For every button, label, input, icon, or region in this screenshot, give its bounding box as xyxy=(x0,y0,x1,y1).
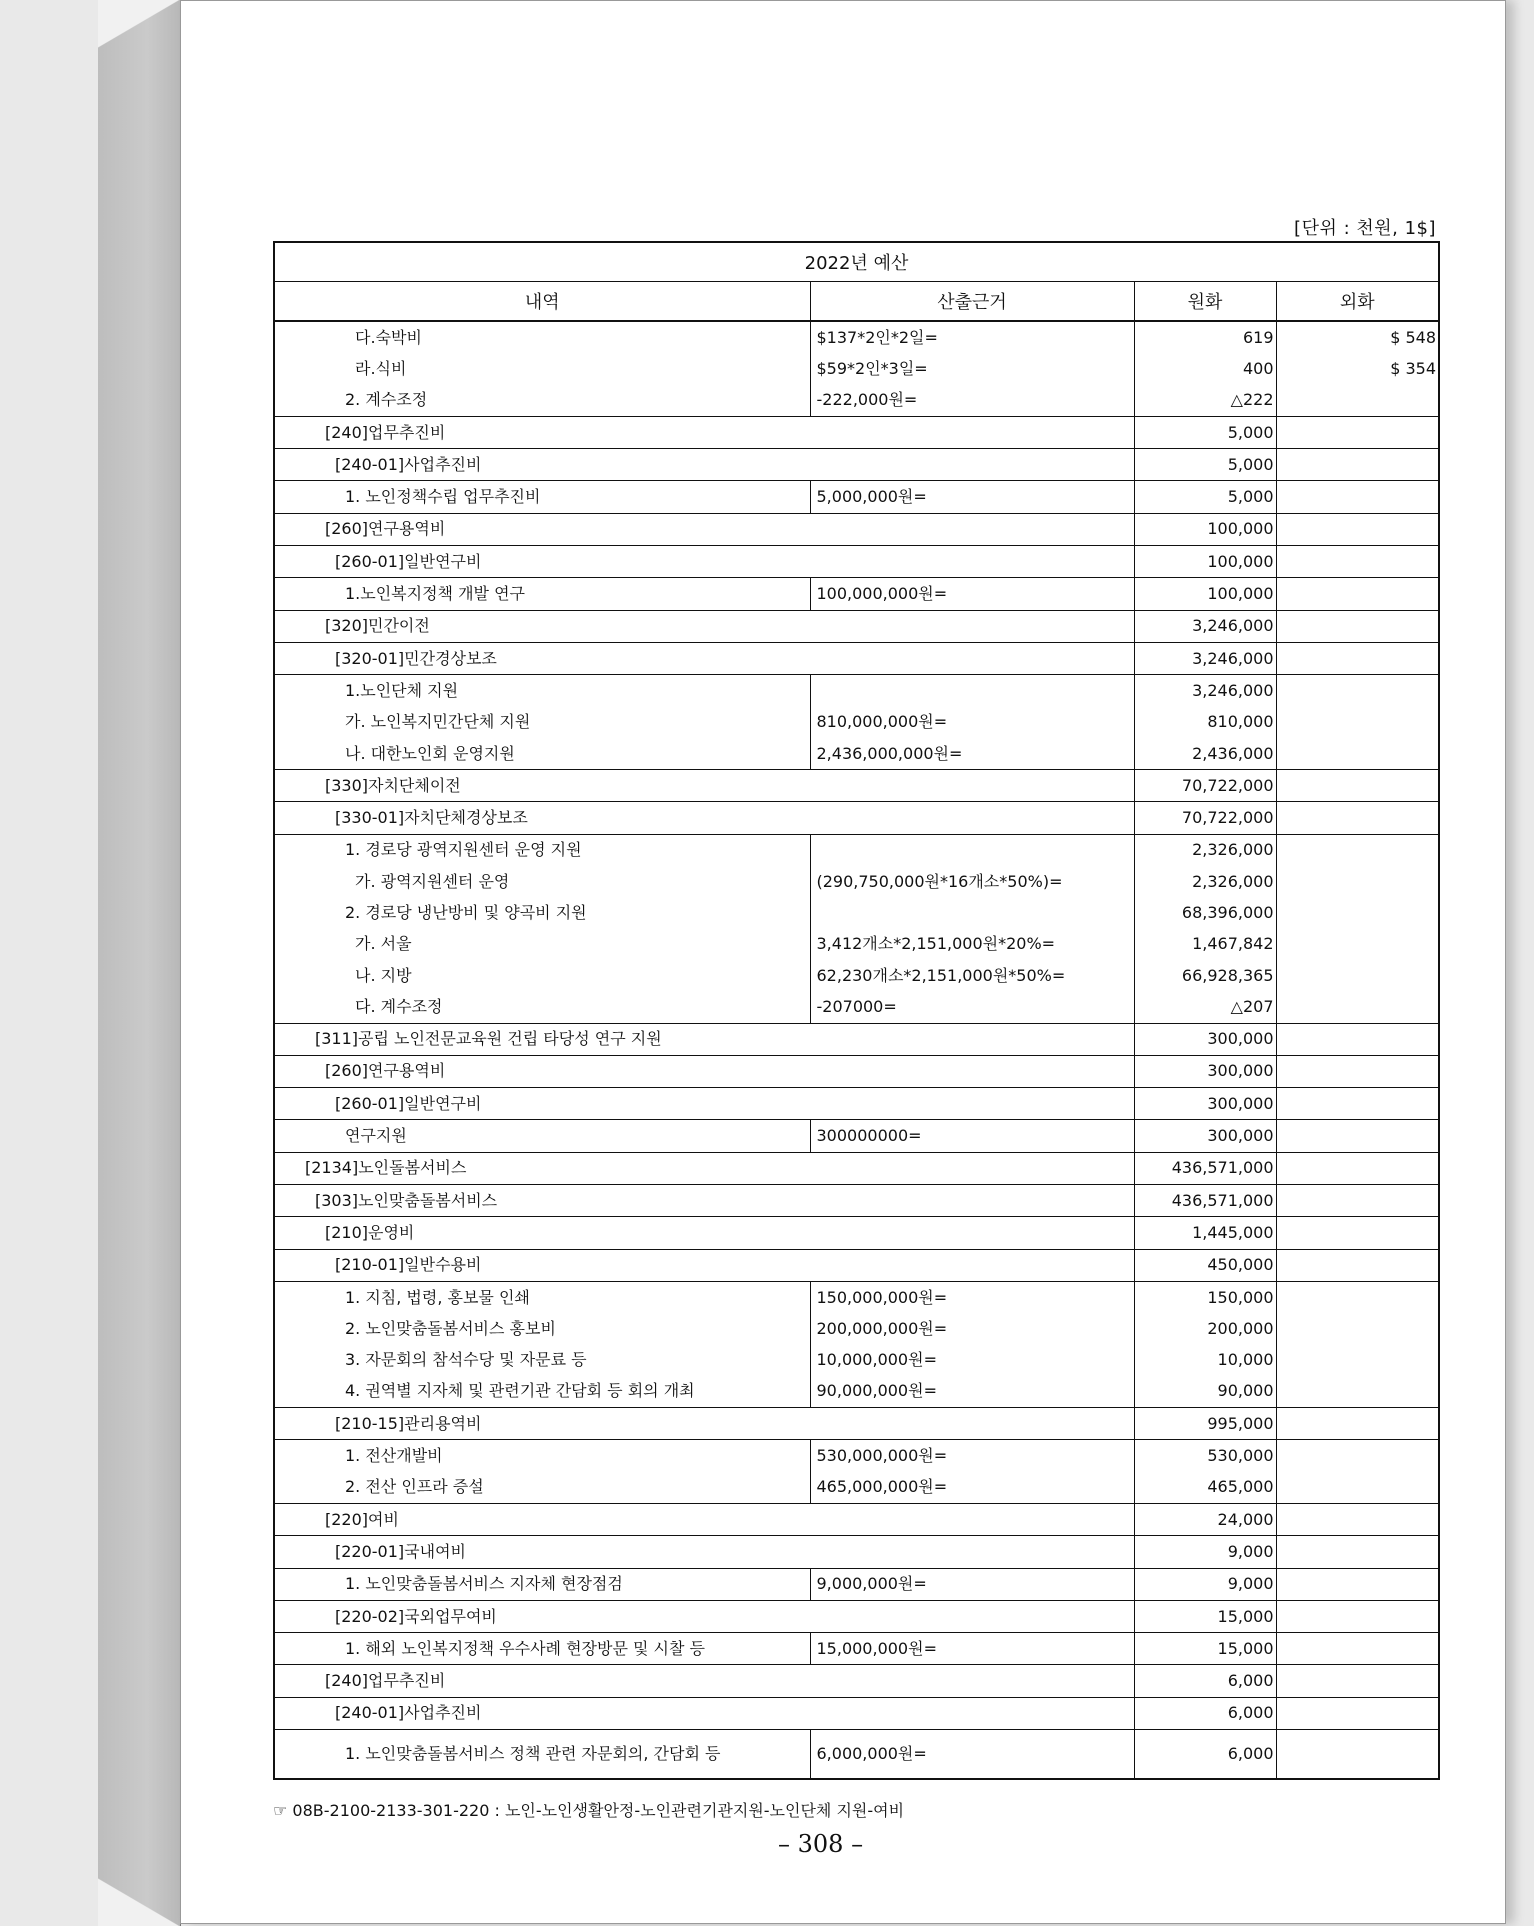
cell-fx xyxy=(1276,1633,1439,1665)
cell-fx xyxy=(1276,675,1439,707)
table-row xyxy=(274,513,1439,545)
cell-fx xyxy=(1276,1568,1439,1600)
cell-krw: 6,000 xyxy=(1134,1730,1276,1780)
cell-krw: 2,326,000 xyxy=(1134,866,1276,897)
cell-fx xyxy=(1276,960,1439,991)
cell-fx xyxy=(1276,1313,1439,1344)
cell-basis: -222,000원= xyxy=(810,385,1134,417)
cell-krw: 90,000 xyxy=(1134,1376,1276,1408)
cell-krw: 3,246,000 xyxy=(1134,642,1276,674)
cell-item: [210-15]관리용역비 xyxy=(274,1408,1134,1440)
table-row xyxy=(274,1503,1439,1535)
cell-fx xyxy=(1276,1152,1439,1184)
cell-item: 가. 광역지원센터 운영 xyxy=(274,866,810,897)
cell-basis: 6,000,000원= xyxy=(810,1730,1134,1780)
cell-basis: $137*2인*2일= xyxy=(810,321,1134,353)
cell-krw: 300,000 xyxy=(1134,1120,1276,1152)
cell-basis: $59*2인*3일= xyxy=(810,353,1134,384)
cell-basis: 5,000,000원= xyxy=(810,481,1134,513)
cell-krw: 15,000 xyxy=(1134,1633,1276,1665)
cell-krw: 400 xyxy=(1134,353,1276,384)
cell-basis: 465,000,000원= xyxy=(810,1472,1134,1504)
cell-fx xyxy=(1276,449,1439,481)
cell-item: 4. 권역별 지자체 및 관련기관 간담회 등 회의 개최 xyxy=(274,1376,810,1408)
table-row xyxy=(274,610,1439,642)
cell-krw: 70,722,000 xyxy=(1134,770,1276,802)
cell-fx xyxy=(1276,897,1439,928)
cell-krw: 68,396,000 xyxy=(1134,897,1276,928)
cell-item: 1.노인단체 지원 xyxy=(274,675,810,707)
cell-item: [2134]노인돌봄서비스 xyxy=(274,1152,1134,1184)
cell-krw: 5,000 xyxy=(1134,416,1276,448)
cell-item: [260]연구용역비 xyxy=(274,513,1134,545)
cell-fx xyxy=(1276,1023,1439,1055)
table-row xyxy=(274,960,1439,991)
table-row xyxy=(274,449,1439,481)
table-row xyxy=(274,1408,1439,1440)
cell-item: 2. 전산 인프라 증설 xyxy=(274,1472,810,1504)
cell-fx xyxy=(1276,802,1439,834)
cell-basis: -207000= xyxy=(810,991,1134,1023)
cell-fx xyxy=(1276,1536,1439,1568)
cell-item: 가. 서울 xyxy=(274,929,810,960)
table-row xyxy=(274,1313,1439,1344)
table-row xyxy=(274,991,1439,1023)
cell-item: [220-01]국내여비 xyxy=(274,1536,1134,1568)
cell-krw: 6,000 xyxy=(1134,1665,1276,1697)
cell-basis: 810,000,000원= xyxy=(810,707,1134,738)
cell-item: 1. 경로당 광역지원센터 운영 지원 xyxy=(274,834,810,866)
unit-label: [단위 : 천원, 1$] xyxy=(1294,218,1436,239)
cell-item: 1. 전산개발비 xyxy=(274,1440,810,1472)
cell-item: [303]노인맞춤돌봄서비스 xyxy=(274,1185,1134,1217)
cell-fx xyxy=(1276,1730,1439,1780)
table-row xyxy=(274,1730,1439,1780)
column-header-krw: 원화 xyxy=(1134,282,1276,322)
cell-fx xyxy=(1276,1600,1439,1632)
cell-krw: 810,000 xyxy=(1134,707,1276,738)
budget-table xyxy=(273,241,1440,1780)
cell-krw: 70,722,000 xyxy=(1134,802,1276,834)
cell-krw: 100,000 xyxy=(1134,578,1276,610)
cell-basis: 100,000,000원= xyxy=(810,578,1134,610)
table-row xyxy=(274,675,1439,707)
book-corner-bottom xyxy=(98,1878,180,1926)
table-row xyxy=(274,578,1439,610)
cell-basis: 15,000,000원= xyxy=(810,1633,1134,1665)
cell-krw: 3,246,000 xyxy=(1134,675,1276,707)
table-row xyxy=(274,1281,1439,1313)
cell-krw: 619 xyxy=(1134,321,1276,353)
cell-fx xyxy=(1276,738,1439,770)
cell-fx xyxy=(1276,481,1439,513)
table-row xyxy=(274,834,1439,866)
table-row xyxy=(274,546,1439,578)
cell-fx xyxy=(1276,385,1439,417)
cell-item: [210]운영비 xyxy=(274,1217,1134,1249)
cell-fx xyxy=(1276,1503,1439,1535)
table-row xyxy=(274,738,1439,770)
cell-fx xyxy=(1276,707,1439,738)
table-row xyxy=(274,1152,1439,1184)
cell-item: 다.숙박비 xyxy=(274,321,810,353)
cell-fx xyxy=(1276,866,1439,897)
column-header-item: 내역 xyxy=(274,282,810,322)
footer-note: ☞ 08B-2100-2133-301-220 : 노인-노인생활안정-노인관련기관지원-노인단체 지원-여비 xyxy=(273,1801,905,1820)
cell-krw: 2,436,000 xyxy=(1134,738,1276,770)
cell-krw: 1,467,842 xyxy=(1134,929,1276,960)
cell-krw: 465,000 xyxy=(1134,1472,1276,1504)
cell-krw: 9,000 xyxy=(1134,1536,1276,1568)
table-row xyxy=(274,770,1439,802)
table-row xyxy=(274,897,1439,928)
table-row xyxy=(274,385,1439,417)
table-row xyxy=(274,416,1439,448)
cell-basis: 200,000,000원= xyxy=(810,1313,1134,1344)
cell-item: 연구지원 xyxy=(274,1120,810,1152)
column-header-fx: 외화 xyxy=(1276,282,1439,322)
cell-fx xyxy=(1276,1120,1439,1152)
cell-krw: 450,000 xyxy=(1134,1249,1276,1281)
cell-item: [240-01]사업추진비 xyxy=(274,449,1134,481)
cell-fx xyxy=(1276,416,1439,448)
cell-fx xyxy=(1276,1472,1439,1504)
table-row xyxy=(274,1120,1439,1152)
cell-fx xyxy=(1276,1055,1439,1087)
cell-item: 2. 노인맞춤돌봄서비스 홍보비 xyxy=(274,1313,810,1344)
cell-basis xyxy=(810,834,1134,866)
cell-item: 1. 노인맞춤돌봄서비스 정책 관련 자문회의, 간담회 등 xyxy=(274,1730,810,1780)
cell-item: 3. 자문회의 참석수당 및 자문료 등 xyxy=(274,1345,810,1376)
cell-item: [320]민간이전 xyxy=(274,610,1134,642)
cell-krw: 100,000 xyxy=(1134,513,1276,545)
cell-fx xyxy=(1276,1217,1439,1249)
table-row xyxy=(274,321,1439,353)
book-corner-top xyxy=(98,0,180,48)
cell-item: [320-01]민간경상보조 xyxy=(274,642,1134,674)
cell-krw: 10,000 xyxy=(1134,1345,1276,1376)
cell-krw: 9,000 xyxy=(1134,1568,1276,1600)
table-group-header: 2022년 예산 xyxy=(274,242,1439,282)
table-row xyxy=(274,802,1439,834)
table-row xyxy=(274,707,1439,738)
cell-krw: 5,000 xyxy=(1134,481,1276,513)
cell-fx xyxy=(1276,1697,1439,1729)
cell-item: 다. 계수조정 xyxy=(274,991,810,1023)
cell-krw: 5,000 xyxy=(1134,449,1276,481)
cell-item: 나. 지방 xyxy=(274,960,810,991)
cell-item: [260-01]일반연구비 xyxy=(274,546,1134,578)
cell-krw: 3,246,000 xyxy=(1134,610,1276,642)
cell-item: [260-01]일반연구비 xyxy=(274,1088,1134,1120)
table-row xyxy=(274,1600,1439,1632)
cell-krw: 2,326,000 xyxy=(1134,834,1276,866)
cell-item: 라.식비 xyxy=(274,353,810,384)
column-header-basis: 산출근거 xyxy=(810,282,1134,322)
table-row xyxy=(274,866,1439,897)
cell-item: 나. 대한노인회 운영지원 xyxy=(274,738,810,770)
table-row xyxy=(274,1217,1439,1249)
cell-fx xyxy=(1276,834,1439,866)
table-row xyxy=(274,1568,1439,1600)
cell-item: 가. 노인복지민간단체 지원 xyxy=(274,707,810,738)
cell-krw: 995,000 xyxy=(1134,1408,1276,1440)
table-row xyxy=(274,353,1439,384)
cell-fx xyxy=(1276,546,1439,578)
table-row xyxy=(274,1633,1439,1665)
cell-item: [240]업무추진비 xyxy=(274,416,1134,448)
cell-krw: 300,000 xyxy=(1134,1088,1276,1120)
table-row xyxy=(274,642,1439,674)
cell-item: [240-01]사업추진비 xyxy=(274,1697,1134,1729)
cell-item: [240]업무추진비 xyxy=(274,1665,1134,1697)
table-row xyxy=(274,481,1439,513)
cell-basis: 150,000,000원= xyxy=(810,1281,1134,1313)
cell-item: [260]연구용역비 xyxy=(274,1055,1134,1087)
cell-basis xyxy=(810,897,1134,928)
cell-fx xyxy=(1276,929,1439,960)
cell-fx: $ 548 xyxy=(1276,321,1439,353)
cell-krw: 1,445,000 xyxy=(1134,1217,1276,1249)
cell-item: [330-01]자치단체경상보조 xyxy=(274,802,1134,834)
page-number: – 308 – xyxy=(778,1830,864,1858)
table-row xyxy=(274,1376,1439,1408)
cell-krw: 66,928,365 xyxy=(1134,960,1276,991)
cell-item: 2. 계수조정 xyxy=(274,385,810,417)
cell-fx: $ 354 xyxy=(1276,353,1439,384)
cell-item: 1. 노인맞춤돌봄서비스 지자체 현장점검 xyxy=(274,1568,810,1600)
cell-basis xyxy=(810,675,1134,707)
table-row xyxy=(274,1023,1439,1055)
cell-fx xyxy=(1276,1088,1439,1120)
cell-krw: △207 xyxy=(1134,991,1276,1023)
cell-item: 1. 해외 노인복지정책 우수사례 현장방문 및 시찰 등 xyxy=(274,1633,810,1665)
cell-item: [330]자치단체이전 xyxy=(274,770,1134,802)
cell-item: 1.노인복지정책 개발 연구 xyxy=(274,578,810,610)
cell-krw: 300,000 xyxy=(1134,1023,1276,1055)
table-row xyxy=(274,929,1439,960)
cell-item: [220-02]국외업무여비 xyxy=(274,1600,1134,1632)
cell-item: 1. 지침, 법령, 홍보물 인쇄 xyxy=(274,1281,810,1313)
cell-fx xyxy=(1276,610,1439,642)
cell-item: [210-01]일반수용비 xyxy=(274,1249,1134,1281)
table-row xyxy=(274,1185,1439,1217)
table-row xyxy=(274,1345,1439,1376)
cell-krw: 436,571,000 xyxy=(1134,1185,1276,1217)
cell-item: [311]공립 노인전문교육원 건립 타당성 연구 지원 xyxy=(274,1023,1134,1055)
cell-item: [220]여비 xyxy=(274,1503,1134,1535)
cell-fx xyxy=(1276,1249,1439,1281)
cell-fx xyxy=(1276,1408,1439,1440)
cell-item: 2. 경로당 냉난방비 및 양곡비 지원 xyxy=(274,897,810,928)
cell-fx xyxy=(1276,513,1439,545)
cell-item: 1. 노인정책수립 업무추진비 xyxy=(274,481,810,513)
table-row xyxy=(274,1440,1439,1472)
cell-basis: 9,000,000원= xyxy=(810,1568,1134,1600)
table-row xyxy=(274,1249,1439,1281)
cell-krw: 15,000 xyxy=(1134,1600,1276,1632)
cell-krw: 200,000 xyxy=(1134,1313,1276,1344)
cell-fx xyxy=(1276,991,1439,1023)
cell-krw: 300,000 xyxy=(1134,1055,1276,1087)
cell-fx xyxy=(1276,578,1439,610)
cell-fx xyxy=(1276,642,1439,674)
table-row xyxy=(274,1536,1439,1568)
cell-krw: 530,000 xyxy=(1134,1440,1276,1472)
cell-fx xyxy=(1276,1281,1439,1313)
cell-krw: 100,000 xyxy=(1134,546,1276,578)
budget-table-body xyxy=(274,321,1439,1779)
cell-krw: 150,000 xyxy=(1134,1281,1276,1313)
cell-fx xyxy=(1276,770,1439,802)
cell-fx xyxy=(1276,1440,1439,1472)
cell-basis: (290,750,000원*16개소*50%)= xyxy=(810,866,1134,897)
cell-basis: 62,230개소*2,151,000원*50%= xyxy=(810,960,1134,991)
table-row xyxy=(274,1697,1439,1729)
cell-krw: 436,571,000 xyxy=(1134,1152,1276,1184)
cell-basis: 3,412개소*2,151,000원*20%= xyxy=(810,929,1134,960)
table-row xyxy=(274,1055,1439,1087)
cell-basis: 90,000,000원= xyxy=(810,1376,1134,1408)
cell-basis: 300000000= xyxy=(810,1120,1134,1152)
table-row xyxy=(274,1088,1439,1120)
book-spine xyxy=(98,0,181,1926)
cell-basis: 10,000,000원= xyxy=(810,1345,1134,1376)
table-row xyxy=(274,1665,1439,1697)
cell-basis: 530,000,000원= xyxy=(810,1440,1134,1472)
cell-fx xyxy=(1276,1376,1439,1408)
cell-krw: 6,000 xyxy=(1134,1697,1276,1729)
cell-fx xyxy=(1276,1345,1439,1376)
cell-fx xyxy=(1276,1665,1439,1697)
cell-fx xyxy=(1276,1185,1439,1217)
cell-krw: △222 xyxy=(1134,385,1276,417)
table-row xyxy=(274,1472,1439,1504)
cell-krw: 24,000 xyxy=(1134,1503,1276,1535)
cell-basis: 2,436,000,000원= xyxy=(810,738,1134,770)
